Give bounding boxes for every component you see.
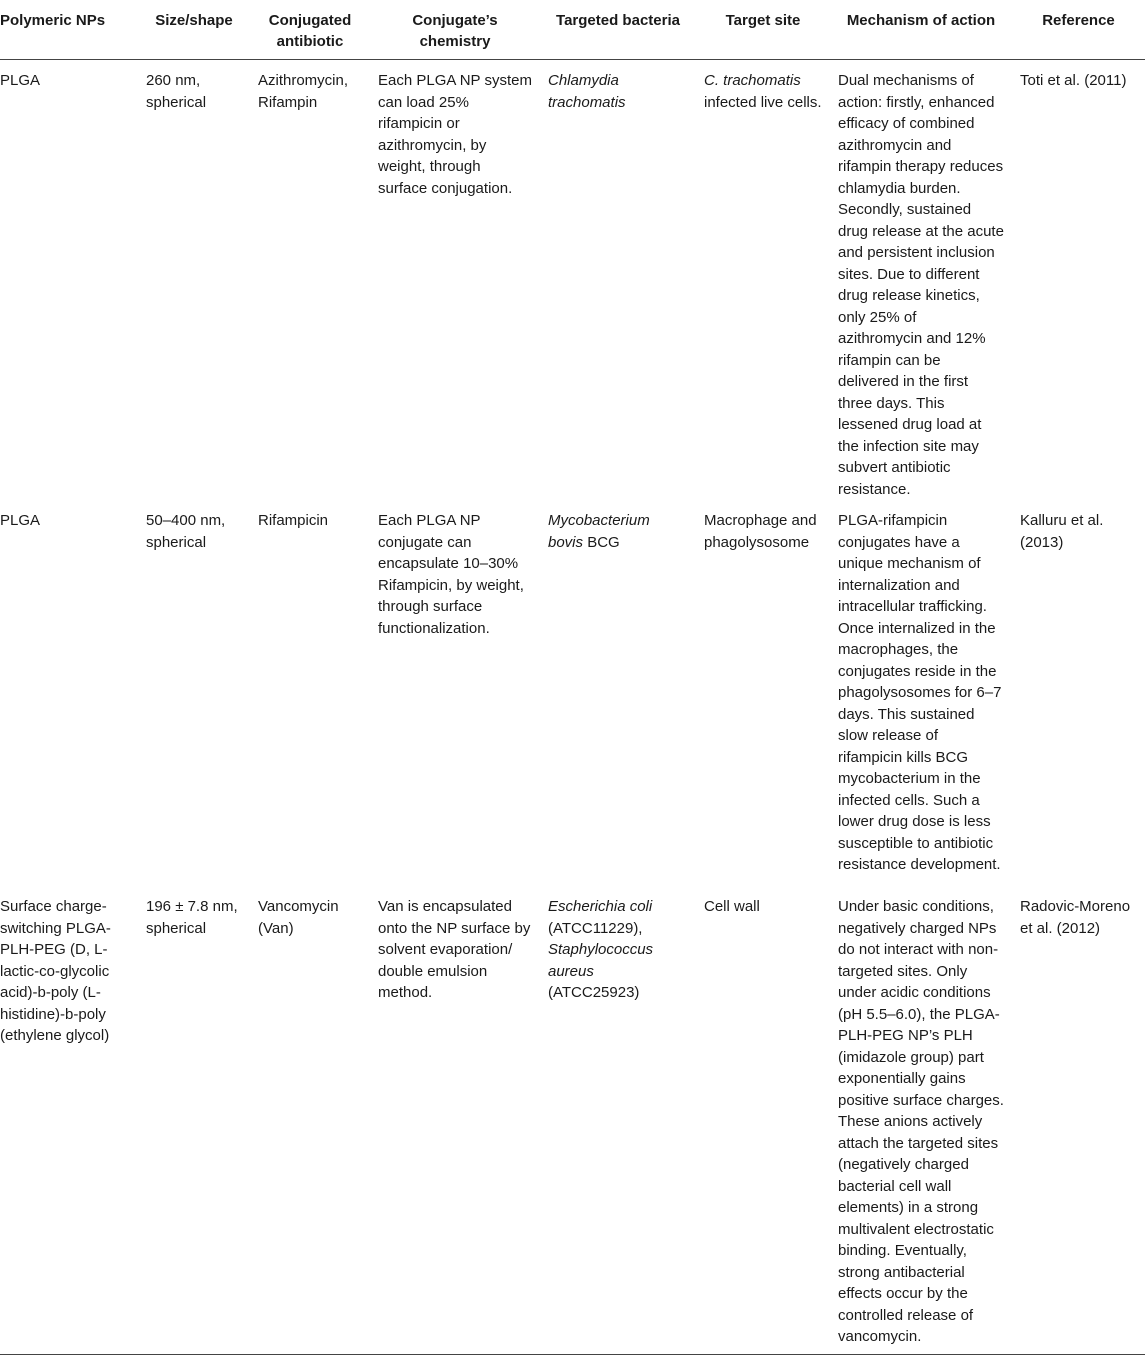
cell-size-shape: 196 ± 7.8 nm, spherical [146,898,238,937]
header-mechanism-of-action: Mechanism of action [846,12,996,29]
cell-target-site [696,60,830,501]
bacteria-strain: (ATCC25923) [548,984,640,1001]
cell-polymeric-np: PLGA [0,72,41,89]
target-site-text: infected live cells. [704,93,822,111]
cell-mechanism: Under basic conditions, negatively charged NPs do not interact with non-targeted sites. Only under acidic conditions (pH 5.5–6.0), the PLGA-PLH-PEG NP’s PLH (imidazole group) part exponentially gains positive surface charges. These anions actively attach the targeted sites (negatively charged bacterial cell wall elements) in a strong multivalent electrostatic binding. Eventually, strong antibacterial effects occur by the controlled release of vancomycin. [838,898,1004,1345]
cell-targeted-bacteria [540,60,696,501]
header-conjugate-chemistry: Conjugate’s chemistry [412,12,498,50]
cell-antibiotic: Azithromycin, Rifampin [258,72,349,111]
cell-polymeric-np: Surface charge-switching PLGA-PLH-PEG (D, L-lactic-co-glycolic acid)-b-poly (L-histidine)-b-poly (ethylene glycol) [0,898,111,1044]
bacteria-strain: (ATCC11229), [548,919,643,937]
cell-targeted-bacteria [540,500,696,886]
cell-reference: Kalluru et al. (2013) [1020,512,1104,551]
bacteria-name: Staphylococcus aureus [548,941,654,980]
target-site-text: Macrophage and phagolysosome [704,512,817,551]
cell-polymeric-np: PLGA [0,512,41,529]
cell-reference: Radovic-Moreno et al. (2012) [1020,898,1131,937]
header-reference: Reference [1042,12,1115,29]
header-row [0,0,1145,60]
cell-chemistry: Each PLGA NP conjugate can encapsulate 10–30% Rifampicin, by weight, through surface functionalization. [378,512,524,637]
header-size-shape: Size/shape [155,12,233,29]
cell-chemistry: Van is encapsulated onto the NP surface by solvent evaporation/ double emulsion method. [378,898,531,1001]
table-row [0,886,1145,1354]
table-row [0,500,1145,886]
cell-antibiotic: Vancomycin (Van) [258,898,339,937]
cell-antibiotic: Rifampicin [258,512,329,529]
cell-mechanism: Dual mechanisms of action: firstly, enhanced efficacy of combined azithromycin and rifampin therapy reduces chlamydia burden. Secondly, sustained drug release at the acute and persistent inclusion sites. Due to different drug release kinetics, only 25% of azithromycin and 12% rifampin can be delivered in the first three days. This lessened drug load at the infection site may subvert antibiotic resistance. [838,72,1004,498]
target-site-text: Cell wall [704,898,760,915]
cell-size-shape: 50–400 nm, spherical [146,512,226,551]
header-targeted-bacteria: Targeted bacteria [556,12,680,29]
bacteria-name: Mycobacterium bovis [548,512,650,551]
cell-chemistry: Each PLGA NP system can load 25% rifampicin or azithromycin, by weight, through surface conjugation. [378,72,532,197]
cell-targeted-bacteria [540,886,696,1354]
cell-mechanism: PLGA-rifampicin conjugates have a unique mechanism of internalization and intracellular trafficking. Once internalized in the macrophages, the conjugates reside in the phagolysosomes for 6–7 days. This sustained slow release of rifampicin kills BCG mycobacterium in the infected cells. Such a lower drug dose is less susceptible to antibiotic resistance development. [838,512,1002,873]
cell-target-site [696,886,830,1354]
header-target-site: Target site [725,12,801,29]
target-site-organism: C. trachomatis [704,72,801,89]
header-conjugated-antibiotic: Conjugated antibiotic [268,12,352,50]
cell-target-site [696,500,830,886]
cell-size-shape: 260 nm, spherical [146,72,207,111]
bacteria-name: Escherichia coli [548,898,653,915]
bacteria-strain: BCG [583,533,620,551]
table-row [0,60,1145,501]
bacteria-name: Chlamydia trachomatis [548,72,626,111]
cell-reference: Toti et al. (2011) [1020,72,1127,89]
header-polymeric-nps: Polymeric NPs [0,12,106,29]
